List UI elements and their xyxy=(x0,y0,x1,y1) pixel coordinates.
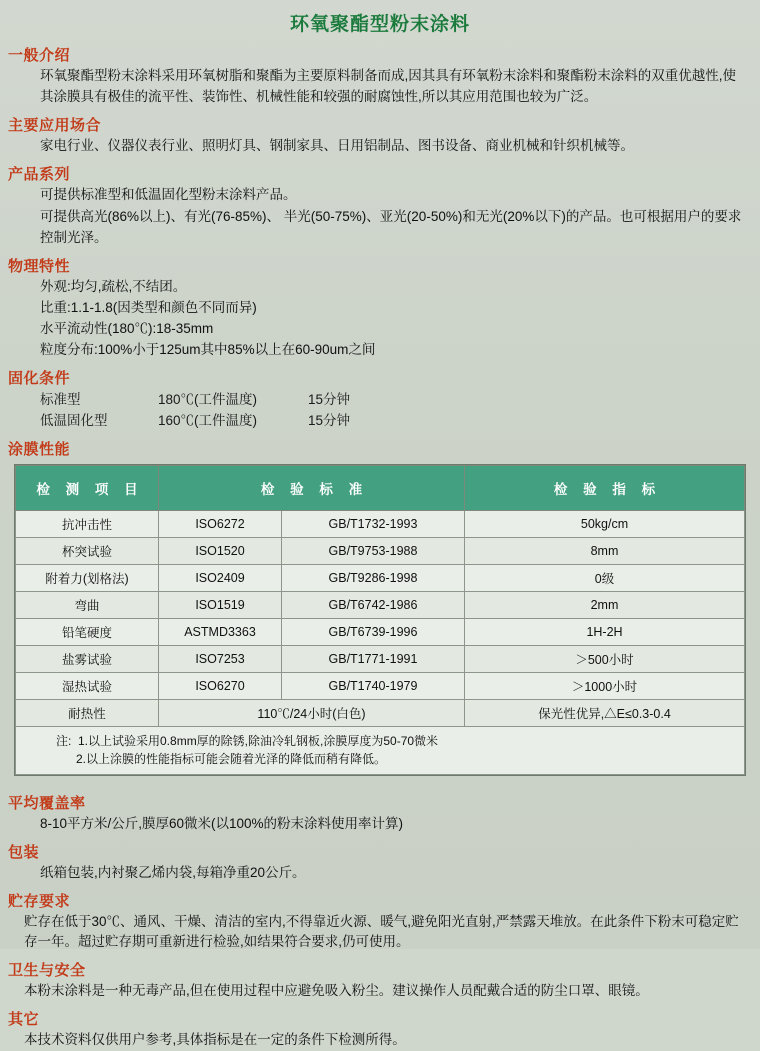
cell-index: ＞1000小时 xyxy=(465,672,745,699)
cell-item: 抗冲击性 xyxy=(16,510,159,537)
table-row xyxy=(16,564,745,591)
cell-index: 8mm xyxy=(465,537,745,564)
cell-iso: ISO6272 xyxy=(159,510,282,537)
paragraph: 纸箱包装,内衬聚乙烯内袋,每箱净重20公斤。 xyxy=(40,864,306,880)
section-packaging xyxy=(0,841,760,884)
section-body xyxy=(40,863,746,884)
table-row xyxy=(16,537,745,564)
section-heading: 固化条件 xyxy=(8,369,71,387)
section-product-series xyxy=(0,163,760,249)
section-heading: 平均覆盖率 xyxy=(8,794,86,812)
section-health-safety xyxy=(0,959,760,1002)
cell-index: 1H-2H xyxy=(465,618,745,645)
cell-item: 铅笔硬度 xyxy=(16,618,159,645)
cell-item: 杯突试验 xyxy=(16,537,159,564)
section-film-performance xyxy=(0,438,760,776)
section-body xyxy=(40,66,746,108)
section-heading: 涂膜性能 xyxy=(8,440,71,458)
cell-index: 保光性优异,△E≤0.3-0.4 xyxy=(465,699,745,726)
curing-time: 15分钟 xyxy=(308,413,351,429)
section-applications xyxy=(0,114,760,157)
paragraph: 可提供高光(86%以上)、有光(76-85%)、 半光(50-75%)、亚光(20-50%)和无光(20%以下)的产品。也可根据用户的要求控制光泽。 xyxy=(40,208,742,245)
paragraph: 本技术资料仅供用户参考,具体指标是在一定的条件下检测所得。 xyxy=(24,1032,406,1048)
table-row xyxy=(16,510,745,537)
paragraph: 8-10平方米/公斤,膜厚60微米(以100%的粉末涂料使用率计算) xyxy=(40,815,404,831)
paragraph: 环氧聚酯型粉末涂料采用环氧树脂和聚酯为主要原料制备而成,因其具有环氧粉末涂料和聚酯粉末涂料的双重优越性,使其涂膜具有极佳的流平性、装饰性、机械性能和较强的耐腐蚀性,所以其应用范围也较为广泛。 xyxy=(40,68,736,104)
table-notes xyxy=(16,726,745,774)
cell-item: 盐雾试验 xyxy=(16,645,159,672)
paragraph: 比重:1.1-1.8(因类型和颜色不同而异) xyxy=(40,299,257,315)
cell-iso: ISO7253 xyxy=(159,645,282,672)
cell-gb: GB/T1771-1991 xyxy=(282,645,465,672)
cell-iso: ISO1520 xyxy=(159,537,282,564)
note-line: 注: 1.以上试验采用0.8mm厚的除锈,除油冷轧钢板,涂膜厚度为50-70微米 xyxy=(56,733,439,748)
cell-condition: 110℃/24小时(白色) xyxy=(159,699,465,726)
paragraph: 贮存在低于30℃、通风、干燥、清洁的室内,不得靠近火源、暖气,避免阳光直射,严禁露天堆放。在此条件下粉末可稳定贮存一年。超过贮存期可重新进行检验,如结果符合要求,仍可使用。 xyxy=(24,913,739,950)
section-body xyxy=(24,981,746,1002)
section-body xyxy=(40,814,746,835)
cell-item: 湿热试验 xyxy=(16,672,159,699)
curing-row xyxy=(40,410,760,432)
cell-item: 弯曲 xyxy=(16,591,159,618)
cell-gb: GB/T1740-1979 xyxy=(282,672,465,699)
note-line: 2.以上涂膜的性能指标可能会随着光泽的降低而稍有降低。 xyxy=(56,751,387,766)
spacer xyxy=(0,776,760,786)
curing-time: 15分钟 xyxy=(308,391,351,407)
column-header-standard: 检 验 标 准 xyxy=(159,465,465,510)
cell-index: 0级 xyxy=(465,564,745,591)
cell-index: 50kg/cm xyxy=(465,510,745,537)
section-body xyxy=(24,1030,746,1051)
section-body xyxy=(24,912,746,954)
section-storage-requirements xyxy=(0,890,760,954)
curing-type: 标准型 xyxy=(40,391,81,407)
table-header-row xyxy=(16,465,745,510)
cell-gb: GB/T1732-1993 xyxy=(282,510,465,537)
table-row xyxy=(16,591,745,618)
cell-gb: GB/T6742-1986 xyxy=(282,591,465,618)
curing-temperature: 160℃(工件温度) xyxy=(158,413,258,429)
section-heading: 产品系列 xyxy=(8,165,71,183)
cell-item: 附着力(划格法) xyxy=(16,564,159,591)
performance-table-wrap xyxy=(14,464,746,776)
cell-gb: GB/T9286-1998 xyxy=(282,564,465,591)
table-row xyxy=(16,672,745,699)
section-general-intro xyxy=(0,44,760,108)
table-row-heat-resistance xyxy=(16,699,745,726)
page-title: 环氧聚酯型粉末涂料 xyxy=(289,14,470,35)
cell-index: 2mm xyxy=(465,591,745,618)
section-other xyxy=(0,1008,760,1051)
section-heading: 主要应用场合 xyxy=(8,116,102,134)
cell-iso: ISO1519 xyxy=(159,591,282,618)
section-heading: 一般介绍 xyxy=(8,47,71,64)
cell-item: 耐热性 xyxy=(16,699,159,726)
cell-iso: ASTMD3363 xyxy=(159,618,282,645)
section-heading: 其它 xyxy=(8,1011,40,1029)
section-body xyxy=(40,136,746,157)
table-row xyxy=(16,618,745,645)
curing-type: 低温固化型 xyxy=(40,413,108,429)
paragraph: 可提供标准型和低温固化型粉末涂料产品。 xyxy=(40,186,297,202)
section-average-coverage xyxy=(0,792,760,835)
paragraph: 外观:均匀,疏松,不结团。 xyxy=(40,278,187,294)
section-heading: 卫生与安全 xyxy=(8,962,86,980)
column-header-item: 检 测 项 目 xyxy=(16,465,159,510)
paragraph: 家电行业、仪器仪表行业、照明灯具、钢制家具、日用铝制品、图书设备、商业机械和针织机械等。 xyxy=(40,137,634,153)
section-heading: 物理特性 xyxy=(8,257,71,275)
cell-gb: GB/T6739-1996 xyxy=(282,618,465,645)
cell-iso: ISO6270 xyxy=(159,672,282,699)
cell-gb: GB/T9753-1988 xyxy=(282,537,465,564)
column-header-index: 检 验 指 标 xyxy=(465,465,745,510)
cell-index: ＞500小时 xyxy=(465,645,745,672)
section-body xyxy=(40,185,746,249)
table-row xyxy=(16,645,745,672)
table-notes-row xyxy=(16,726,745,774)
cell-iso: ISO2409 xyxy=(159,564,282,591)
paragraph: 水平流动性(180℃):18-35mm xyxy=(40,321,214,337)
section-heading: 包装 xyxy=(8,843,40,861)
paragraph: 本粉末涂料是一种无毒产品,但在使用过程中应避免吸入粉尘。建议操作人员配戴合适的防尘口罩、眼镜。 xyxy=(24,983,649,999)
section-body xyxy=(40,277,746,361)
section-physical-properties xyxy=(0,255,760,361)
section-heading: 贮存要求 xyxy=(8,892,71,910)
curing-temperature: 180℃(工件温度) xyxy=(158,391,258,407)
curing-row xyxy=(40,389,760,411)
performance-table xyxy=(15,465,745,775)
paragraph: 粒度分布:100%小于125um其中85%以上在60-90um之间 xyxy=(40,342,376,358)
section-curing-conditions xyxy=(0,367,760,432)
